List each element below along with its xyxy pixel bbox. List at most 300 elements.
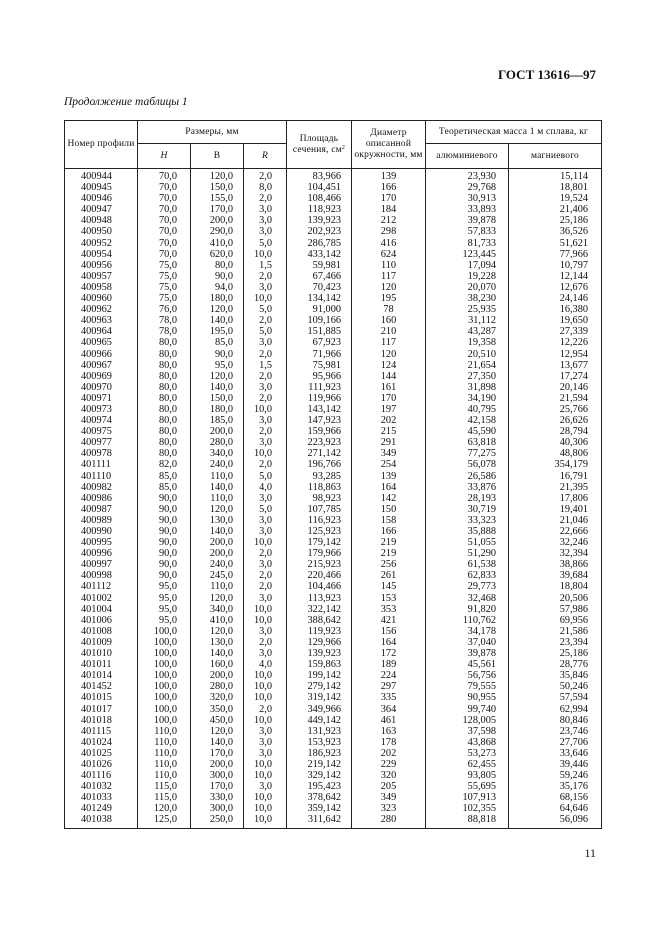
cell-radius: 10,0 [244,792,287,803]
table-row [65,792,602,803]
cell-diameter: 202 [352,415,426,426]
cell-mass-magnesium: 12,144 [509,271,602,282]
cell-diameter: 195 [352,293,426,304]
cell-height: 90,0 [138,559,191,570]
cell-area: 129,966 [287,637,352,648]
cell-profile-number: 401010 [65,648,138,659]
cell-mass-aluminum: 26,586 [426,471,509,482]
cell-area: 311,642 [287,814,352,828]
cell-radius: 2,0 [244,459,287,470]
cell-profile-number: 400995 [65,537,138,548]
cell-area: 116,923 [287,515,352,526]
cell-width: 130,0 [191,637,244,648]
cell-area: 322,142 [287,604,352,615]
cell-mass-magnesium: 20,146 [509,382,602,393]
cell-profile-number: 400945 [65,182,138,193]
cell-diameter: 120 [352,282,426,293]
cell-width: 140,0 [191,526,244,537]
cell-area: 147,923 [287,415,352,426]
cell-profile-number: 401002 [65,593,138,604]
header-diameter: Диаметр описанной окружности, мм [352,121,426,169]
cell-area: 223,923 [287,437,352,448]
cell-profile-number: 400954 [65,249,138,260]
table-row [65,626,602,637]
cell-diameter: 160 [352,315,426,326]
cell-profile-number: 400966 [65,349,138,360]
cell-mass-magnesium: 12,676 [509,282,602,293]
cell-height: 100,0 [138,692,191,703]
cell-width: 200,0 [191,548,244,559]
cell-area: 143,142 [287,404,352,415]
cell-radius: 10,0 [244,715,287,726]
table-row [65,471,602,482]
cell-height: 80,0 [138,382,191,393]
cell-profile-number: 400974 [65,415,138,426]
table-row [65,748,602,759]
cell-profile-number: 400973 [65,404,138,415]
table-row [65,548,602,559]
cell-profile-number: 401015 [65,692,138,703]
cell-mass-magnesium: 25,766 [509,404,602,415]
cell-profile-number: 401115 [65,726,138,737]
cell-diameter: 172 [352,648,426,659]
cell-mass-aluminum: 33,893 [426,204,509,215]
cell-mass-magnesium: 12,226 [509,337,602,348]
cell-area: 108,466 [287,193,352,204]
cell-profile-number: 400987 [65,504,138,515]
table-row [65,169,602,183]
table-row [65,559,602,570]
cell-width: 155,0 [191,193,244,204]
cell-mass-aluminum: 40,795 [426,404,509,415]
table-row [65,226,602,237]
cell-width: 110,0 [191,471,244,482]
cell-radius: 3,0 [244,781,287,792]
cell-radius: 3,0 [244,282,287,293]
cell-area: 75,981 [287,360,352,371]
cell-area: 202,923 [287,226,352,237]
cell-mass-aluminum: 39,878 [426,648,509,659]
cell-mass-magnesium: 33,646 [509,748,602,759]
cell-diameter: 280 [352,814,426,828]
cell-mass-magnesium: 39,684 [509,570,602,581]
cell-width: 280,0 [191,681,244,692]
cell-diameter: 120 [352,349,426,360]
cell-height: 120,0 [138,803,191,814]
table-row [65,814,602,828]
cell-width: 410,0 [191,238,244,249]
cell-area: 286,785 [287,238,352,249]
cell-area: 179,142 [287,537,352,548]
cell-mass-magnesium: 77,966 [509,249,602,260]
cell-radius: 8,0 [244,182,287,193]
cell-width: 94,0 [191,282,244,293]
cell-mass-magnesium: 35,176 [509,781,602,792]
cell-area: 67,923 [287,337,352,348]
table-row [65,593,602,604]
table-row [65,293,602,304]
cell-width: 185,0 [191,415,244,426]
cell-height: 85,0 [138,471,191,482]
cell-diameter: 150 [352,504,426,515]
cell-radius: 3,0 [244,648,287,659]
cell-mass-magnesium: 62,994 [509,704,602,715]
cell-area: 199,142 [287,670,352,681]
table-body [65,169,602,829]
cell-area: 125,923 [287,526,352,537]
cell-mass-aluminum: 23,930 [426,169,509,183]
cell-radius: 3,0 [244,204,287,215]
cell-mass-aluminum: 43,287 [426,326,509,337]
cell-diameter: 219 [352,537,426,548]
cell-profile-number: 401112 [65,581,138,592]
cell-diameter: 297 [352,681,426,692]
cell-profile-number: 400997 [65,559,138,570]
cell-area: 215,923 [287,559,352,570]
table-row [65,648,602,659]
cell-mass-magnesium: 21,586 [509,626,602,637]
cell-radius: 10,0 [244,604,287,615]
cell-profile-number: 400990 [65,526,138,537]
cell-radius: 2,0 [244,548,287,559]
cell-width: 180,0 [191,293,244,304]
cell-mass-magnesium: 68,156 [509,792,602,803]
cell-width: 450,0 [191,715,244,726]
cell-area: 186,923 [287,748,352,759]
cell-area: 71,966 [287,349,352,360]
cell-width: 290,0 [191,226,244,237]
cell-area: 195,423 [287,781,352,792]
cell-area: 329,142 [287,770,352,781]
cell-profile-number: 401110 [65,471,138,482]
cell-radius: 10,0 [244,692,287,703]
cell-radius: 5,0 [244,471,287,482]
table-row [65,249,602,260]
header-magnesium: магниевого [509,144,602,169]
cell-width: 300,0 [191,803,244,814]
cell-mass-aluminum: 34,190 [426,393,509,404]
cell-radius: 2,0 [244,169,287,183]
cell-height: 70,0 [138,204,191,215]
cell-area: 153,923 [287,737,352,748]
cell-profile-number: 401006 [65,615,138,626]
header-h: H [138,144,191,169]
cell-diameter: 323 [352,803,426,814]
cell-width: 130,0 [191,515,244,526]
cell-radius: 2,0 [244,315,287,326]
table-row [65,459,602,470]
cell-height: 80,0 [138,437,191,448]
cell-diameter: 261 [352,570,426,581]
cell-height: 100,0 [138,715,191,726]
cell-width: 180,0 [191,404,244,415]
table-row [65,515,602,526]
header-b: B [191,144,244,169]
cell-area: 59,981 [287,260,352,271]
cell-mass-magnesium: 64,646 [509,803,602,814]
cell-height: 80,0 [138,448,191,459]
cell-width: 200,0 [191,537,244,548]
cell-height: 110,0 [138,726,191,737]
cell-width: 140,0 [191,737,244,748]
cell-radius: 10,0 [244,759,287,770]
cell-diameter: 166 [352,182,426,193]
header-r: R [244,144,287,169]
cell-profile-number: 400970 [65,382,138,393]
cell-mass-magnesium: 27,706 [509,737,602,748]
cell-profile-number: 401452 [65,681,138,692]
cell-mass-magnesium: 19,650 [509,315,602,326]
cell-area: 118,923 [287,204,352,215]
cell-mass-aluminum: 28,193 [426,493,509,504]
cell-mass-aluminum: 31,898 [426,382,509,393]
cell-height: 75,0 [138,282,191,293]
cell-height: 70,0 [138,182,191,193]
cell-height: 100,0 [138,626,191,637]
cell-radius: 3,0 [244,737,287,748]
cell-mass-aluminum: 62,455 [426,759,509,770]
table-row [65,404,602,415]
cell-mass-aluminum: 38,230 [426,293,509,304]
cell-height: 90,0 [138,504,191,515]
cell-width: 200,0 [191,759,244,770]
cell-height: 90,0 [138,537,191,548]
cell-diameter: 256 [352,559,426,570]
cell-mass-magnesium: 50,246 [509,681,602,692]
cell-mass-magnesium: 27,339 [509,326,602,337]
table-row [65,204,602,215]
table-row [65,382,602,393]
cell-height: 80,0 [138,426,191,437]
cell-mass-magnesium: 28,776 [509,659,602,670]
table-row [65,681,602,692]
cell-mass-magnesium: 26,626 [509,415,602,426]
cell-height: 70,0 [138,249,191,260]
cell-mass-aluminum: 56,078 [426,459,509,470]
cell-mass-aluminum: 51,055 [426,537,509,548]
cell-area: 449,142 [287,715,352,726]
cell-mass-aluminum: 37,598 [426,726,509,737]
cell-diameter: 139 [352,169,426,183]
table-row [65,493,602,504]
cell-mass-magnesium: 13,677 [509,360,602,371]
cell-profile-number: 401116 [65,770,138,781]
cell-mass-aluminum: 19,228 [426,271,509,282]
cell-width: 170,0 [191,748,244,759]
cell-mass-magnesium: 28,794 [509,426,602,437]
cell-area: 118,863 [287,482,352,493]
cell-profile-number: 400964 [65,326,138,337]
cell-area: 93,285 [287,471,352,482]
cell-area: 359,142 [287,803,352,814]
cell-profile-number: 400977 [65,437,138,448]
cell-diameter: 158 [352,515,426,526]
cell-mass-aluminum: 29,768 [426,182,509,193]
cell-width: 140,0 [191,382,244,393]
table-row [65,315,602,326]
cell-profile-number: 401014 [65,670,138,681]
table-row [65,803,602,814]
cell-profile-number: 400989 [65,515,138,526]
cell-width: 200,0 [191,426,244,437]
cell-diameter: 170 [352,393,426,404]
cell-radius: 2,0 [244,393,287,404]
cell-height: 115,0 [138,781,191,792]
cell-height: 90,0 [138,493,191,504]
cell-profile-number: 401004 [65,604,138,615]
cell-diameter: 117 [352,337,426,348]
cell-profile-number: 401011 [65,659,138,670]
cell-profile-number: 400956 [65,260,138,271]
cell-width: 140,0 [191,648,244,659]
cell-profile-number: 400946 [65,193,138,204]
cell-mass-aluminum: 56,756 [426,670,509,681]
cell-height: 85,0 [138,482,191,493]
table-row [65,781,602,792]
cell-width: 245,0 [191,570,244,581]
cell-profile-number: 400996 [65,548,138,559]
cell-profile-number: 400982 [65,482,138,493]
table-row [65,615,602,626]
cell-height: 100,0 [138,681,191,692]
table-row [65,504,602,515]
table-row [65,537,602,548]
cell-radius: 4,0 [244,482,287,493]
cell-mass-magnesium: 21,395 [509,482,602,493]
cell-mass-magnesium: 59,246 [509,770,602,781]
cell-area: 271,142 [287,448,352,459]
cell-profile-number: 400960 [65,293,138,304]
cell-height: 95,0 [138,615,191,626]
cell-radius: 10,0 [244,615,287,626]
cell-diameter: 189 [352,659,426,670]
cell-area: 131,923 [287,726,352,737]
cell-height: 110,0 [138,748,191,759]
cell-radius: 10,0 [244,404,287,415]
cell-diameter: 320 [352,770,426,781]
cell-width: 250,0 [191,814,244,828]
profile-table-container [64,120,601,829]
cell-radius: 2,0 [244,426,287,437]
cell-area: 319,142 [287,692,352,703]
cell-profile-number: 401017 [65,704,138,715]
cell-diameter: 170 [352,193,426,204]
cell-area: 388,642 [287,615,352,626]
cell-height: 125,0 [138,814,191,828]
table-row [65,482,602,493]
cell-diameter: 110 [352,260,426,271]
cell-radius: 3,0 [244,226,287,237]
cell-area: 67,466 [287,271,352,282]
cell-diameter: 421 [352,615,426,626]
cell-mass-aluminum: 61,538 [426,559,509,570]
cell-mass-aluminum: 25,935 [426,304,509,315]
cell-profile-number: 401033 [65,792,138,803]
cell-mass-aluminum: 55,695 [426,781,509,792]
cell-height: 90,0 [138,515,191,526]
cell-mass-aluminum: 57,833 [426,226,509,237]
cell-diameter: 215 [352,426,426,437]
cell-radius: 3,0 [244,526,287,537]
cell-height: 80,0 [138,404,191,415]
cell-mass-aluminum: 128,005 [426,715,509,726]
cell-area: 220,466 [287,570,352,581]
cell-height: 75,0 [138,271,191,282]
cell-area: 378,642 [287,792,352,803]
cell-area: 107,785 [287,504,352,515]
cell-diameter: 219 [352,548,426,559]
cell-profile-number: 401008 [65,626,138,637]
cell-mass-magnesium: 32,394 [509,548,602,559]
table-row [65,260,602,271]
cell-area: 109,166 [287,315,352,326]
cell-mass-aluminum: 53,273 [426,748,509,759]
cell-profile-number: 400998 [65,570,138,581]
cell-profile-number: 401009 [65,637,138,648]
cell-area: 98,923 [287,493,352,504]
cell-mass-magnesium: 23,746 [509,726,602,737]
cell-radius: 10,0 [244,681,287,692]
cell-mass-aluminum: 21,654 [426,360,509,371]
cell-radius: 1,5 [244,260,287,271]
table-row [65,448,602,459]
cell-diameter: 364 [352,704,426,715]
cell-width: 170,0 [191,204,244,215]
cell-area: 95,966 [287,371,352,382]
cell-profile-number: 401024 [65,737,138,748]
cell-width: 410,0 [191,615,244,626]
cell-diameter: 291 [352,437,426,448]
cell-width: 110,0 [191,581,244,592]
cell-height: 75,0 [138,260,191,271]
cell-area: 433,142 [287,249,352,260]
table-row [65,670,602,681]
cell-diameter: 164 [352,637,426,648]
cell-mass-magnesium: 18,804 [509,581,602,592]
cell-radius: 5,0 [244,326,287,337]
cell-diameter: 117 [352,271,426,282]
cell-mass-aluminum: 102,355 [426,803,509,814]
cell-mass-aluminum: 17,094 [426,260,509,271]
cell-height: 95,0 [138,581,191,592]
cell-mass-aluminum: 20,510 [426,349,509,360]
cell-mass-magnesium: 51,621 [509,238,602,249]
cell-radius: 5,0 [244,304,287,315]
cell-radius: 2,0 [244,570,287,581]
table-row [65,759,602,770]
cell-profile-number: 401111 [65,459,138,470]
cell-mass-magnesium: 57,594 [509,692,602,703]
cell-diameter: 164 [352,482,426,493]
cell-diameter: 229 [352,759,426,770]
cell-area: 119,966 [287,393,352,404]
table-row [65,704,602,715]
table-header [65,121,602,169]
cell-mass-magnesium: 21,594 [509,393,602,404]
table-row [65,193,602,204]
cell-height: 90,0 [138,570,191,581]
cell-mass-aluminum: 45,590 [426,426,509,437]
cell-diameter: 202 [352,748,426,759]
cell-radius: 3,0 [244,626,287,637]
cell-height: 80,0 [138,393,191,404]
cell-height: 80,0 [138,337,191,348]
cell-mass-magnesium: 15,114 [509,169,602,183]
cell-mass-aluminum: 32,468 [426,593,509,604]
cell-profile-number: 401032 [65,781,138,792]
cell-radius: 3,0 [244,559,287,570]
cell-width: 620,0 [191,249,244,260]
